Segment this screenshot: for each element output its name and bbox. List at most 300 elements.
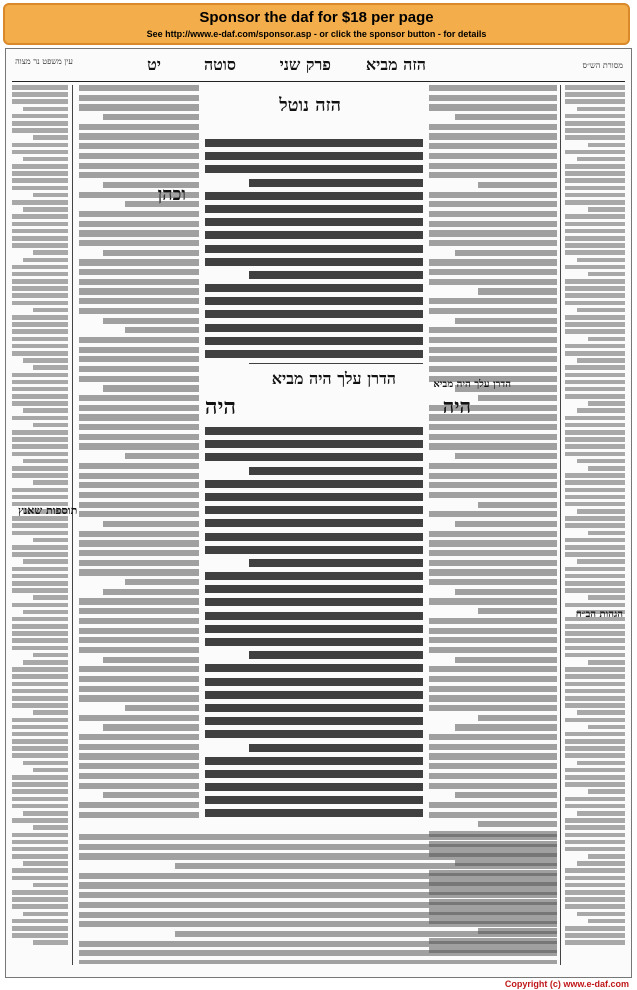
text-line — [249, 651, 423, 659]
text-line — [79, 676, 199, 682]
text-line — [12, 222, 68, 227]
text-line — [205, 493, 423, 501]
text-line — [103, 114, 199, 120]
text-line — [12, 416, 68, 421]
text-line — [12, 854, 68, 859]
text-line — [12, 531, 68, 536]
text-line — [12, 739, 68, 744]
text-line — [429, 463, 557, 469]
text-line — [565, 99, 625, 104]
text-line — [12, 373, 68, 378]
text-line — [12, 775, 68, 780]
text-line — [455, 453, 557, 459]
text-line — [455, 250, 557, 256]
ein-mishpat-column — [12, 85, 68, 965]
text-line — [79, 95, 199, 101]
text-line — [79, 608, 199, 614]
column-divider-left — [72, 85, 73, 965]
text-line — [12, 667, 68, 672]
text-line — [12, 495, 68, 500]
text-line — [565, 193, 625, 198]
text-line — [103, 250, 199, 256]
text-line — [79, 812, 199, 818]
gemara-text-upper — [205, 139, 423, 364]
text-line — [12, 552, 68, 557]
text-line — [565, 214, 625, 219]
text-line — [429, 133, 557, 139]
text-line — [12, 567, 68, 572]
text-line — [455, 724, 557, 730]
chapter-name-header: הזה מביא — [365, 55, 426, 74]
text-line — [429, 143, 557, 149]
text-line — [79, 686, 199, 692]
text-line — [455, 114, 557, 120]
text-line — [205, 324, 423, 332]
text-line — [565, 229, 625, 234]
text-line — [33, 193, 68, 198]
text-line — [12, 92, 68, 97]
text-line — [103, 318, 199, 324]
right-column-opening-word: היה — [442, 394, 471, 418]
text-line — [565, 797, 625, 802]
text-line — [565, 128, 625, 133]
text-line — [79, 569, 199, 575]
text-line — [565, 825, 625, 830]
text-line — [565, 186, 625, 191]
text-line — [565, 265, 625, 270]
text-line — [565, 847, 625, 852]
text-line — [565, 689, 625, 694]
text-line — [588, 143, 625, 148]
text-line — [79, 356, 199, 362]
text-line — [12, 186, 68, 191]
text-line — [577, 459, 625, 464]
text-line — [79, 259, 199, 265]
text-line — [33, 135, 68, 140]
daf-number-header: יט — [147, 55, 161, 74]
text-line — [588, 401, 625, 406]
text-line — [205, 612, 423, 620]
text-line — [12, 322, 68, 327]
text-line — [12, 279, 68, 284]
text-line — [478, 608, 557, 614]
text-line — [565, 603, 625, 608]
text-line — [12, 401, 68, 406]
masoret-hashas-label: מסורת הש״ס — [582, 61, 623, 70]
text-line — [12, 150, 68, 155]
text-line — [565, 538, 625, 543]
text-line — [79, 298, 199, 304]
text-line — [429, 327, 557, 333]
text-line — [429, 434, 557, 440]
text-line — [577, 509, 625, 514]
text-line — [79, 873, 557, 879]
text-line — [12, 337, 68, 342]
tosafot-shantz-label: תוספות שאנץ — [18, 504, 78, 517]
text-line — [429, 705, 557, 711]
text-line — [12, 488, 68, 493]
masoret-hashas-column — [565, 85, 625, 965]
text-line — [33, 308, 68, 313]
text-line — [577, 912, 625, 917]
text-line — [12, 329, 68, 334]
text-line — [429, 240, 557, 246]
text-line — [12, 617, 68, 622]
text-line — [12, 897, 68, 902]
text-line — [565, 567, 625, 572]
text-line — [565, 279, 625, 284]
text-line — [205, 192, 423, 200]
text-line — [12, 178, 68, 183]
text-line — [12, 272, 68, 277]
text-line — [577, 761, 625, 766]
text-line — [79, 473, 199, 479]
text-line — [577, 811, 625, 816]
text-line — [79, 153, 199, 159]
column-divider — [560, 85, 561, 965]
text-line — [125, 705, 199, 711]
text-line — [12, 804, 68, 809]
text-line — [565, 286, 625, 291]
text-line — [429, 753, 557, 759]
text-line — [429, 666, 557, 672]
text-line — [12, 818, 68, 823]
text-line — [33, 940, 68, 945]
text-line — [12, 171, 68, 176]
text-line — [429, 308, 557, 314]
text-line — [205, 231, 423, 239]
text-line — [12, 646, 68, 651]
text-line — [429, 482, 557, 488]
text-line — [249, 744, 423, 752]
text-line — [429, 192, 557, 198]
text-line — [12, 394, 68, 399]
text-line — [455, 589, 557, 595]
text-line — [12, 689, 68, 694]
text-line — [429, 560, 557, 566]
text-line — [33, 768, 68, 773]
text-line — [577, 157, 625, 162]
text-line — [565, 746, 625, 751]
text-line — [565, 488, 625, 493]
text-line — [12, 847, 68, 852]
text-line — [79, 511, 199, 517]
text-line — [429, 734, 557, 740]
text-line — [79, 211, 199, 217]
text-line — [565, 322, 625, 327]
text-line — [12, 121, 68, 126]
text-line — [79, 405, 199, 411]
text-line — [205, 205, 423, 213]
text-line — [588, 531, 625, 536]
text-line — [79, 288, 199, 294]
text-line — [565, 940, 625, 945]
text-line — [565, 236, 625, 241]
gemara-opening-word: הזה נוטל — [279, 95, 341, 116]
text-line — [577, 408, 625, 413]
text-line — [12, 351, 68, 356]
text-line — [565, 897, 625, 902]
text-line — [23, 358, 68, 363]
text-line — [565, 682, 625, 687]
text-line — [577, 710, 625, 715]
text-line — [12, 437, 68, 442]
text-line — [12, 718, 68, 723]
text-line — [103, 724, 199, 730]
sponsor-subtitle[interactable]: See http://www.e-daf.com/sponsor.asp - or click the sponsor button - for details — [146, 29, 487, 39]
text-line — [103, 589, 199, 595]
text-line — [565, 718, 625, 723]
text-line — [565, 416, 625, 421]
text-line — [429, 366, 557, 372]
text-line — [577, 358, 625, 363]
text-line — [12, 214, 68, 219]
text-line — [12, 603, 68, 608]
text-line — [23, 157, 68, 162]
text-line — [565, 696, 625, 701]
text-line — [565, 150, 625, 155]
text-line — [565, 890, 625, 895]
text-line — [12, 746, 68, 751]
text-line — [249, 467, 423, 475]
text-line — [175, 931, 557, 937]
text-line — [12, 933, 68, 938]
text-line — [23, 811, 68, 816]
text-line — [205, 664, 423, 672]
text-line — [429, 424, 557, 430]
text-line — [577, 107, 625, 112]
text-line — [79, 337, 199, 343]
text-line — [429, 269, 557, 275]
text-line — [565, 293, 625, 298]
text-line — [565, 423, 625, 428]
text-line — [79, 853, 557, 859]
text-line — [429, 298, 557, 304]
text-line — [79, 912, 557, 918]
text-line — [565, 243, 625, 248]
text-line — [103, 792, 199, 798]
text-line — [429, 85, 557, 91]
text-line — [79, 695, 199, 701]
text-line — [429, 569, 557, 575]
text-line — [12, 315, 68, 320]
text-line — [565, 703, 625, 708]
text-line — [12, 682, 68, 687]
text-line — [12, 430, 68, 435]
text-line — [12, 926, 68, 931]
text-line — [478, 502, 557, 508]
text-line — [565, 833, 625, 838]
text-line — [565, 473, 625, 478]
text-line — [79, 783, 199, 789]
text-line — [12, 444, 68, 449]
text-line — [429, 783, 557, 789]
text-line — [588, 789, 625, 794]
text-line — [205, 165, 423, 173]
text-line — [205, 638, 423, 646]
text-line — [79, 502, 199, 508]
text-line — [12, 380, 68, 385]
text-line — [205, 245, 423, 253]
text-line — [33, 825, 68, 830]
text-line — [478, 821, 557, 827]
text-line — [565, 452, 625, 457]
text-line — [103, 385, 199, 391]
text-line — [205, 480, 423, 488]
text-line — [565, 876, 625, 881]
text-line — [79, 230, 199, 236]
text-line — [565, 200, 625, 205]
text-line — [79, 143, 199, 149]
text-line — [12, 782, 68, 787]
text-line — [565, 430, 625, 435]
text-line — [565, 883, 625, 888]
text-line — [23, 207, 68, 212]
text-line — [205, 453, 423, 461]
text-line — [79, 773, 199, 779]
text-line — [103, 657, 199, 663]
text-line — [12, 703, 68, 708]
text-line — [429, 676, 557, 682]
text-line — [79, 133, 199, 139]
sponsor-title[interactable]: Sponsor the daf for $18 per page — [199, 9, 434, 26]
sponsor-banner[interactable] — [3, 3, 630, 45]
text-line — [565, 646, 625, 651]
text-line — [79, 443, 199, 449]
text-line — [79, 960, 557, 964]
text-line — [205, 717, 423, 725]
text-line — [429, 337, 557, 343]
text-line — [205, 337, 423, 345]
text-line — [12, 574, 68, 579]
text-line — [249, 179, 423, 187]
text-line — [205, 730, 423, 738]
talmud-page-scan — [5, 48, 632, 978]
text-line — [577, 861, 625, 866]
text-line — [205, 691, 423, 699]
text-line — [33, 883, 68, 888]
text-line — [205, 546, 423, 554]
text-line — [12, 473, 68, 478]
text-line — [565, 782, 625, 787]
text-line — [12, 128, 68, 133]
text-line — [12, 624, 68, 629]
text-line — [478, 715, 557, 721]
text-line — [205, 427, 423, 435]
text-line — [79, 308, 199, 314]
text-line — [429, 163, 557, 169]
text-line — [429, 637, 557, 643]
text-line — [12, 452, 68, 457]
text-line — [79, 424, 199, 430]
text-line — [79, 834, 557, 840]
text-line — [23, 459, 68, 464]
text-line — [429, 540, 557, 546]
text-line — [565, 301, 625, 306]
text-line — [565, 387, 625, 392]
text-line — [205, 678, 423, 686]
text-line — [455, 318, 557, 324]
text-line — [23, 660, 68, 665]
text-line — [565, 653, 625, 658]
text-line — [79, 744, 199, 750]
text-line — [79, 395, 199, 401]
text-line — [565, 373, 625, 378]
header-rule — [12, 81, 625, 82]
text-line — [565, 574, 625, 579]
text-line — [429, 579, 557, 585]
text-line — [565, 394, 625, 399]
text-line — [429, 104, 557, 110]
text-line — [588, 595, 625, 600]
text-line — [205, 350, 423, 358]
text-line — [565, 818, 625, 823]
text-line — [33, 710, 68, 715]
text-line — [455, 792, 557, 798]
text-line — [205, 598, 423, 606]
text-line — [12, 696, 68, 701]
text-line — [23, 761, 68, 766]
text-line — [577, 258, 625, 263]
text-line — [565, 516, 625, 521]
text-line — [565, 768, 625, 773]
gemara-text-lower — [205, 427, 423, 827]
text-line — [588, 854, 625, 859]
text-line — [33, 365, 68, 370]
text-line — [33, 653, 68, 658]
text-line — [588, 725, 625, 730]
text-line — [33, 538, 68, 543]
text-line — [12, 732, 68, 737]
text-line — [12, 344, 68, 349]
text-line — [429, 473, 557, 479]
text-line — [429, 812, 557, 818]
text-line — [12, 876, 68, 881]
text-line — [79, 434, 199, 440]
text-line — [12, 229, 68, 234]
text-line — [12, 265, 68, 270]
text-line — [12, 588, 68, 593]
text-line — [565, 250, 625, 255]
text-line — [478, 182, 557, 188]
text-line — [79, 124, 199, 130]
text-line — [429, 124, 557, 130]
text-line — [565, 804, 625, 809]
text-line — [12, 631, 68, 636]
text-line — [12, 581, 68, 586]
text-line — [565, 732, 625, 737]
text-line — [455, 657, 557, 663]
text-line — [565, 365, 625, 370]
text-line — [23, 408, 68, 413]
text-line — [79, 104, 199, 110]
text-line — [205, 533, 423, 541]
text-line — [79, 950, 557, 956]
text-line — [577, 308, 625, 313]
text-line — [565, 171, 625, 176]
text-line — [429, 647, 557, 653]
text-line — [12, 114, 68, 119]
text-line — [125, 579, 199, 585]
text-line — [565, 926, 625, 931]
text-line — [205, 258, 423, 266]
text-line — [565, 868, 625, 873]
text-line — [429, 628, 557, 634]
text-line — [565, 437, 625, 442]
text-line — [588, 207, 625, 212]
text-line — [12, 904, 68, 909]
text-line — [588, 466, 625, 471]
